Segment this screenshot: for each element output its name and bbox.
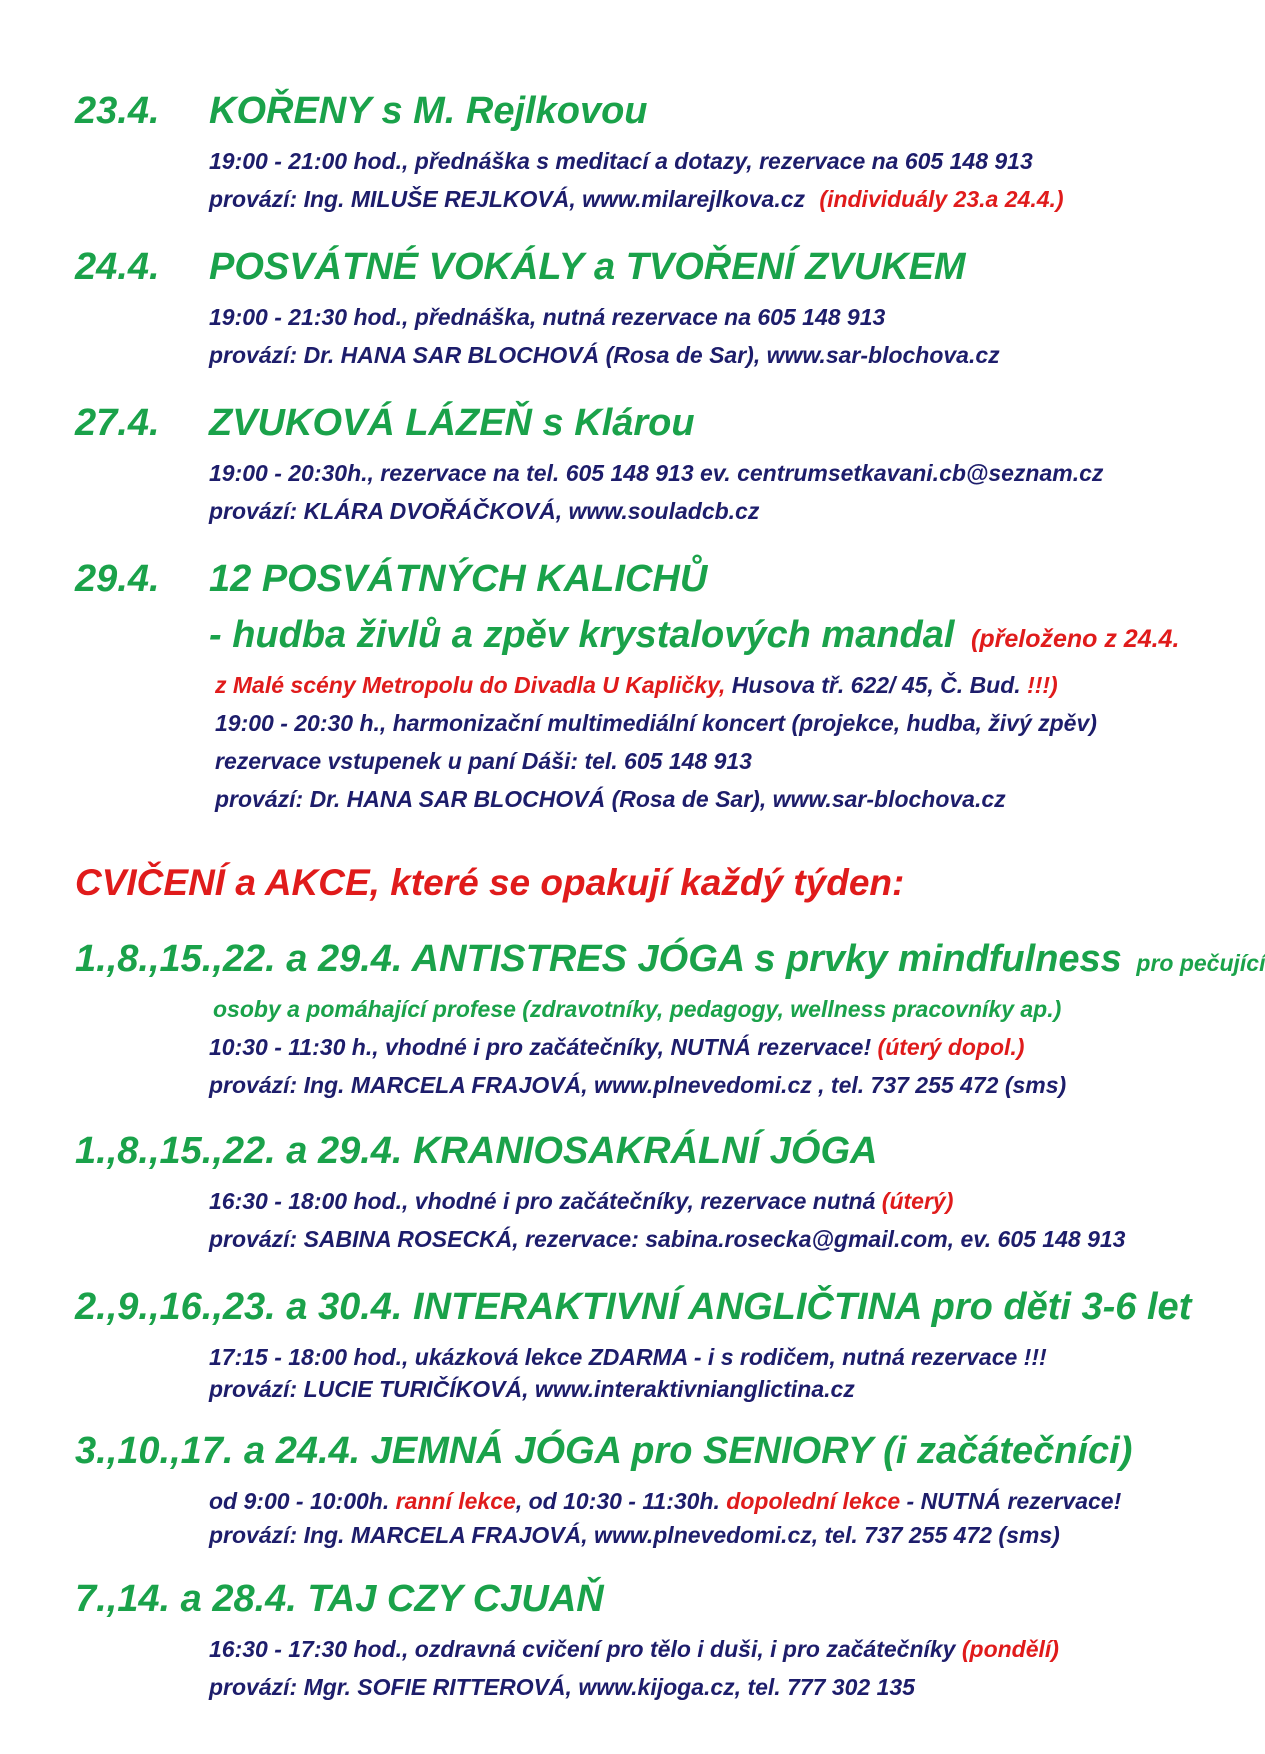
weekly-note-afternoon: dopolední lekce — [726, 1488, 901, 1514]
weekly-host: provází: LUCIE TURIČÍKOVÁ, www.interaktivnianglictina.cz — [209, 1376, 855, 1402]
weekly-details — [209, 1188, 953, 1215]
weekly-title-continued: osoby a pomáhající profese (zdravotníky, pedagogy, wellness pracovníky ap.) — [213, 996, 1062, 1022]
event-details: 19:00 - 21:00 hod., přednáška s meditací a dotazy, rezervace na 605 148 913 — [209, 148, 1033, 174]
event-reservation: rezervace vstupenek u paní Dáši: tel. 605 148 913 — [215, 748, 752, 774]
weekly-details-text: 10:30 - 11:30 h., vhodné i pro začátečníky, NUTNÁ rezervace! — [209, 1034, 872, 1060]
weekly-title: 3.,10.,17. a 24.4. JEMNÁ JÓGA pro SENIORY (i začátečníci) — [75, 1430, 1133, 1472]
venue-change-end: !!!) — [1027, 672, 1058, 698]
weekly-host: provází: Ing. MARCELA FRAJOVÁ, www.plnevedomi.cz, tel. 737 255 472 (sms) — [209, 1522, 1060, 1548]
weekly-title: 2.,9.,16.,23. a 30.4. INTERAKTIVNÍ ANGLIČTINA pro děti 3-6 let — [75, 1286, 1192, 1328]
event-details: 19:00 - 20:30 h., harmonizační multimediální koncert (projekce, hudba, živý zpěv) — [215, 710, 1097, 736]
weekly-details — [209, 1034, 1024, 1061]
event-title: POSVÁTNÉ VOKÁLY a TVOŘENÍ ZVUKEM — [209, 246, 966, 288]
section-heading: CVIČENÍ a AKCE, které se opakují každý týden: — [75, 862, 905, 903]
event-note: (individuály 23.a 24.4.) — [819, 186, 1064, 212]
event-note: (přeloženo z 24.4. — [971, 625, 1180, 653]
weekly-note-morning: ranní lekce — [395, 1488, 516, 1514]
event-host: provází: Dr. HANA SAR BLOCHOVÁ (Rosa de Sar), www.sar-blochova.cz — [215, 786, 1006, 812]
venue-address: Husova tř. 622/ 45, Č. Bud. — [731, 672, 1021, 698]
weekly-details: 17:15 - 18:00 hod., ukázková lekce ZDARMA - i s rodičem, nutná rezervace !!! — [209, 1344, 1047, 1370]
event-host: provází: Dr. HANA SAR BLOCHOVÁ (Rosa de Sar), www.sar-blochova.cz — [209, 342, 1000, 368]
weekly-title: 1.,8.,15.,22. a 29.4. KRANIOSAKRÁLNÍ JÓGA — [75, 1130, 878, 1172]
event-date: 24.4. — [75, 246, 160, 288]
event-date: 27.4. — [75, 402, 160, 444]
weekly-details-text: 16:30 - 18:00 hod., vhodné i pro začátečníky, rezervace nutná — [209, 1188, 876, 1214]
event-host — [209, 186, 1064, 213]
weekly-host: provází: Ing. MARCELA FRAJOVÁ, www.plnevedomi.cz , tel. 737 255 472 (sms) — [209, 1072, 1067, 1098]
weekly-title — [75, 938, 1265, 981]
weekly-title-small: pro pečující — [1136, 950, 1265, 976]
venue-change-red: z Malé scény Metropolu do Divadla U Kapličky, — [215, 672, 726, 698]
weekly-details — [209, 1488, 1121, 1515]
event-date: 23.4. — [75, 90, 160, 132]
weekly-note: (úterý) — [881, 1188, 954, 1214]
event-subtitle-text: - hudba živlů a zpěv krystalových mandal — [209, 614, 955, 656]
event-details: 19:00 - 21:30 hod., přednáška, nutná rezervace na 605 148 913 — [209, 304, 886, 330]
weekly-details — [209, 1636, 1059, 1663]
event-date: 29.4. — [75, 558, 160, 600]
weekly-host: provází: Mgr. SOFIE RITTEROVÁ, www.kijoga.cz, tel. 777 302 135 — [209, 1674, 915, 1700]
weekly-note: (pondělí) — [961, 1636, 1059, 1662]
weekly-details-c: , od 10:30 - 11:30h. — [515, 1488, 720, 1514]
event-host: provází: KLÁRA DVOŘÁČKOVÁ, www.souladcb.cz — [209, 498, 760, 524]
event-subtitle — [209, 614, 1179, 657]
weekly-title: 7.,14. a 28.4. TAJ CZY CJUAŇ — [75, 1578, 604, 1620]
weekly-title-text: 1.,8.,15.,22. a 29.4. ANTISTRES JÓGA s prvky mindfulness — [75, 938, 1122, 980]
event-title: 12 POSVÁTNÝCH KALICHŮ — [209, 558, 708, 600]
weekly-host: provází: SABINA ROSECKÁ, rezervace: sabina.rosecka@gmail.com, ev. 605 148 913 — [209, 1226, 1126, 1252]
weekly-details-a: od 9:00 - 10:00h. — [209, 1488, 390, 1514]
event-title: KOŘENY s M. Rejlkovou — [209, 90, 648, 132]
weekly-note: (úterý dopol.) — [877, 1034, 1025, 1060]
event-details: 19:00 - 20:30h., rezervace na tel. 605 148 913 ev. centrumsetkavani.cb@seznam.cz — [209, 460, 1104, 486]
weekly-details-text: 16:30 - 17:30 hod., ozdravná cvičení pro tělo i duši, i pro začátečníky — [209, 1636, 956, 1662]
event-title: ZVUKOVÁ LÁZEŇ s Klárou — [209, 402, 695, 444]
weekly-details-e: - NUTNÁ rezervace! — [906, 1488, 1122, 1514]
event-host-text: provází: Ing. MILUŠE REJLKOVÁ, www.milarejlkova.cz — [209, 186, 806, 212]
event-venue-change — [215, 672, 1058, 699]
